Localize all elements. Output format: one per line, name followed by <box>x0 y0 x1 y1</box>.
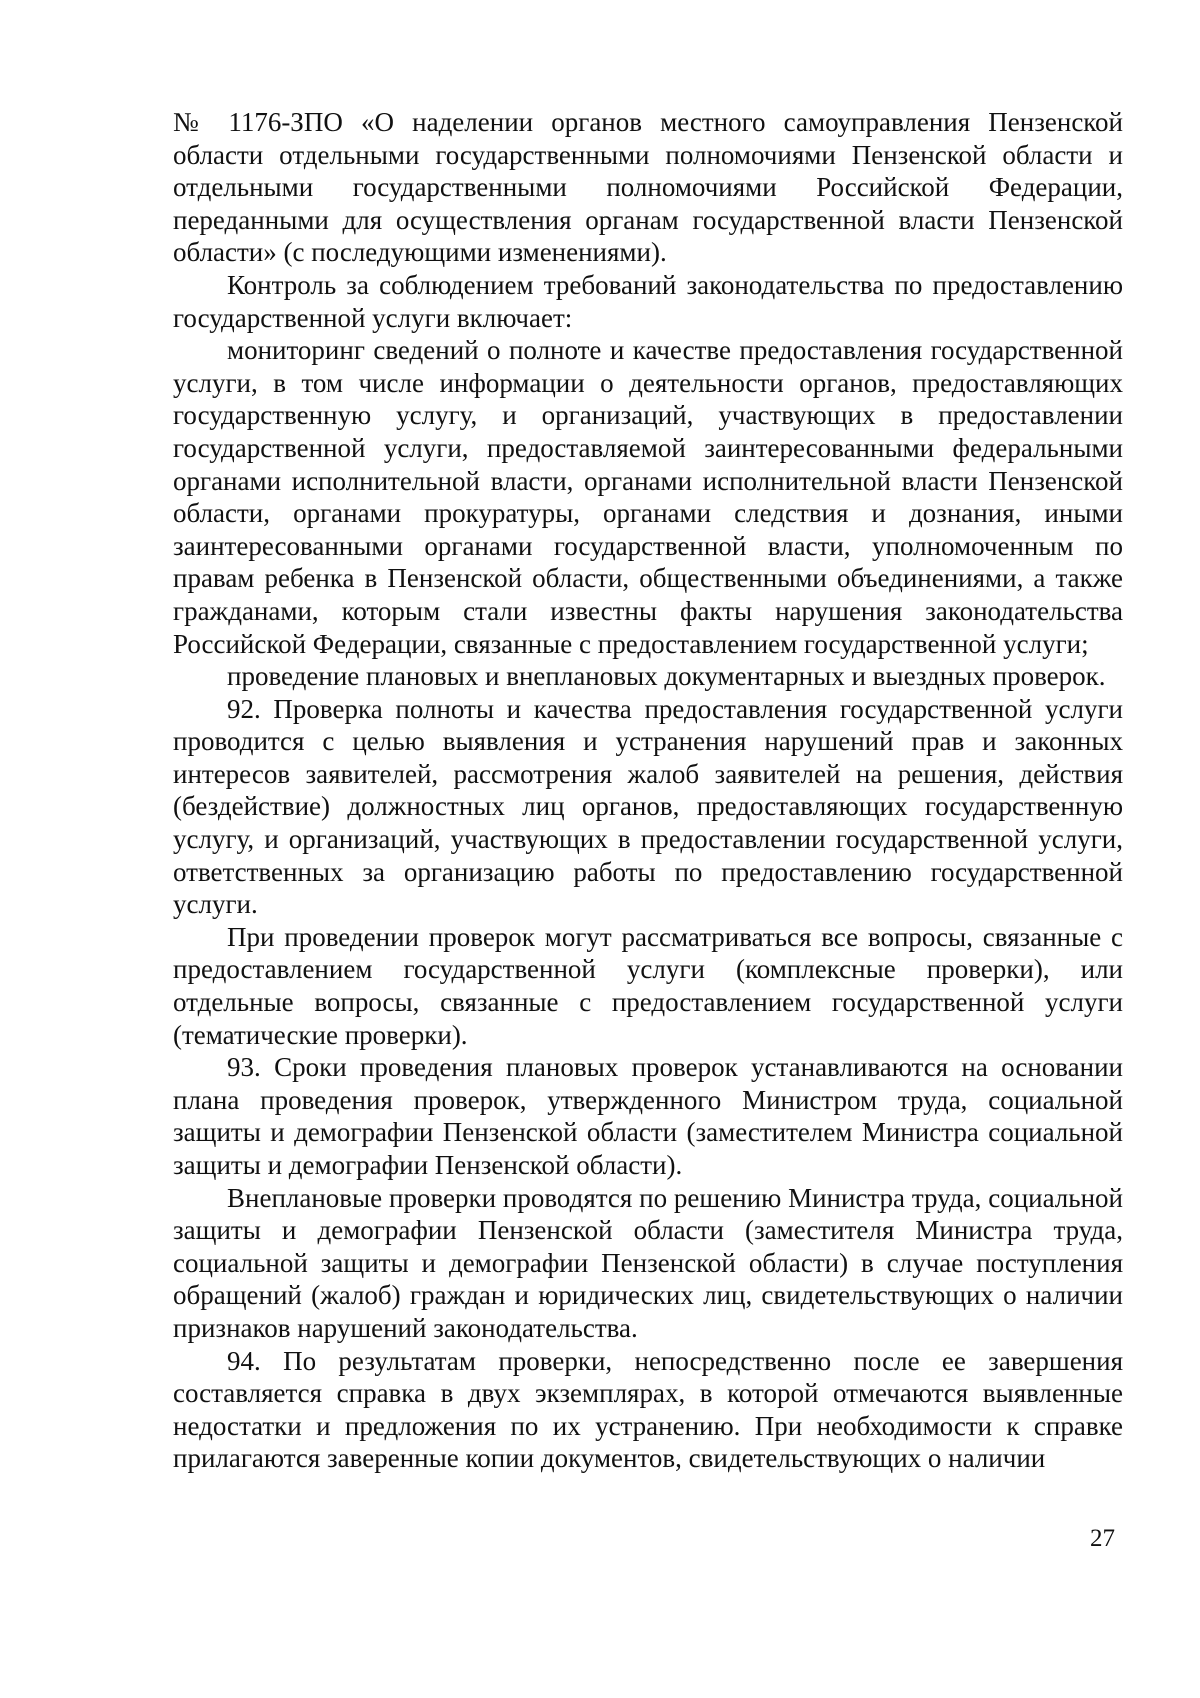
paragraph-93: 93. Сроки проведения плановых проверок устанавливаются на основании плана проведения проверок, утвержденного Министром труда, социальной защиты и демографии Пензенской области (заместителем Министра социальной защиты и демографии Пензенской области). <box>173 1052 1123 1180</box>
document-body <box>173 106 1123 1475</box>
page-number: 27 <box>1090 1525 1115 1552</box>
paragraph-inspections: проведение плановых и внеплановых документарных и выездных проверок. <box>227 661 1106 692</box>
paragraph-monitoring: мониторинг сведений о полноте и качестве предоставления государственной услуги, в том числе информации о деятельности органов, предоставляющих государственную услугу, и организаций, участвующих в предоставлении государственной услуги, предоставляемой заинтересованными федеральными органами исполнительной власти, органами исполнительной власти Пензенской области, органами прокуратуры, органами следствия и дознания, иными заинтересованными органами государственной власти, уполномоченным по правам ребенка в Пензенской области, общественными объединениями, а также гражданами, которым стали известны факты нарушения законодательства Российской Федерации, связанные с предоставлением государственной услуги; <box>173 335 1123 659</box>
paragraph-law-reference: № 1176-ЗПО «О наделении органов местного самоуправления Пензенской области отдельными государственными полномочиями Пензенской области и отдельными государственными полномочиями Российской Федерации, переданными для осуществления органам государственной власти Пензенской области» (с последующими изменениями). <box>173 107 1123 268</box>
paragraph-unscheduled-checks: Внеплановые проверки проводятся по решению Министра труда, социальной защиты и демографии Пензенской области (заместителя Министра труда, социальной защиты и демографии Пензенской области) в случае поступления обращений (жалоб) граждан и юридических лиц, свидетельствующих о наличии признаков нарушений законодательства. <box>173 1182 1123 1343</box>
paragraph-94: 94. По результатам проверки, непосредственно после ее завершения составляется справка в двух экземплярах, в которой отмечаются выявленные недостатки и предложения по их устранению. При необходимости к справке прилагаются заверенные копии документов, свидетельствующих о наличии <box>173 1345 1123 1474</box>
paragraph-92: 92. Проверка полноты и качества предоставления государственной услуги проводится с целью выявления и устранения нарушений прав и законных интересов заявителей, рассмотрения жалоб заявителей на решения, действия (бездействие) должностных лиц органов, предоставляющих государственную услугу, и организаций, участвующих в предоставлении государственной услуги, ответственных за организацию работы по предоставлению государственной услуги. <box>173 693 1123 920</box>
paragraph-control-intro: Контроль за соблюдением требований законодательства по предоставлению государственной услуги включает: <box>173 269 1123 333</box>
paragraph-check-questions: При проведении проверок могут рассматриваться все вопросы, связанные с предоставлением государственной услуги (комплексные проверки), или отдельные вопросы, связанные с предоставлением государственной услуги (тематические проверки). <box>173 921 1123 1050</box>
